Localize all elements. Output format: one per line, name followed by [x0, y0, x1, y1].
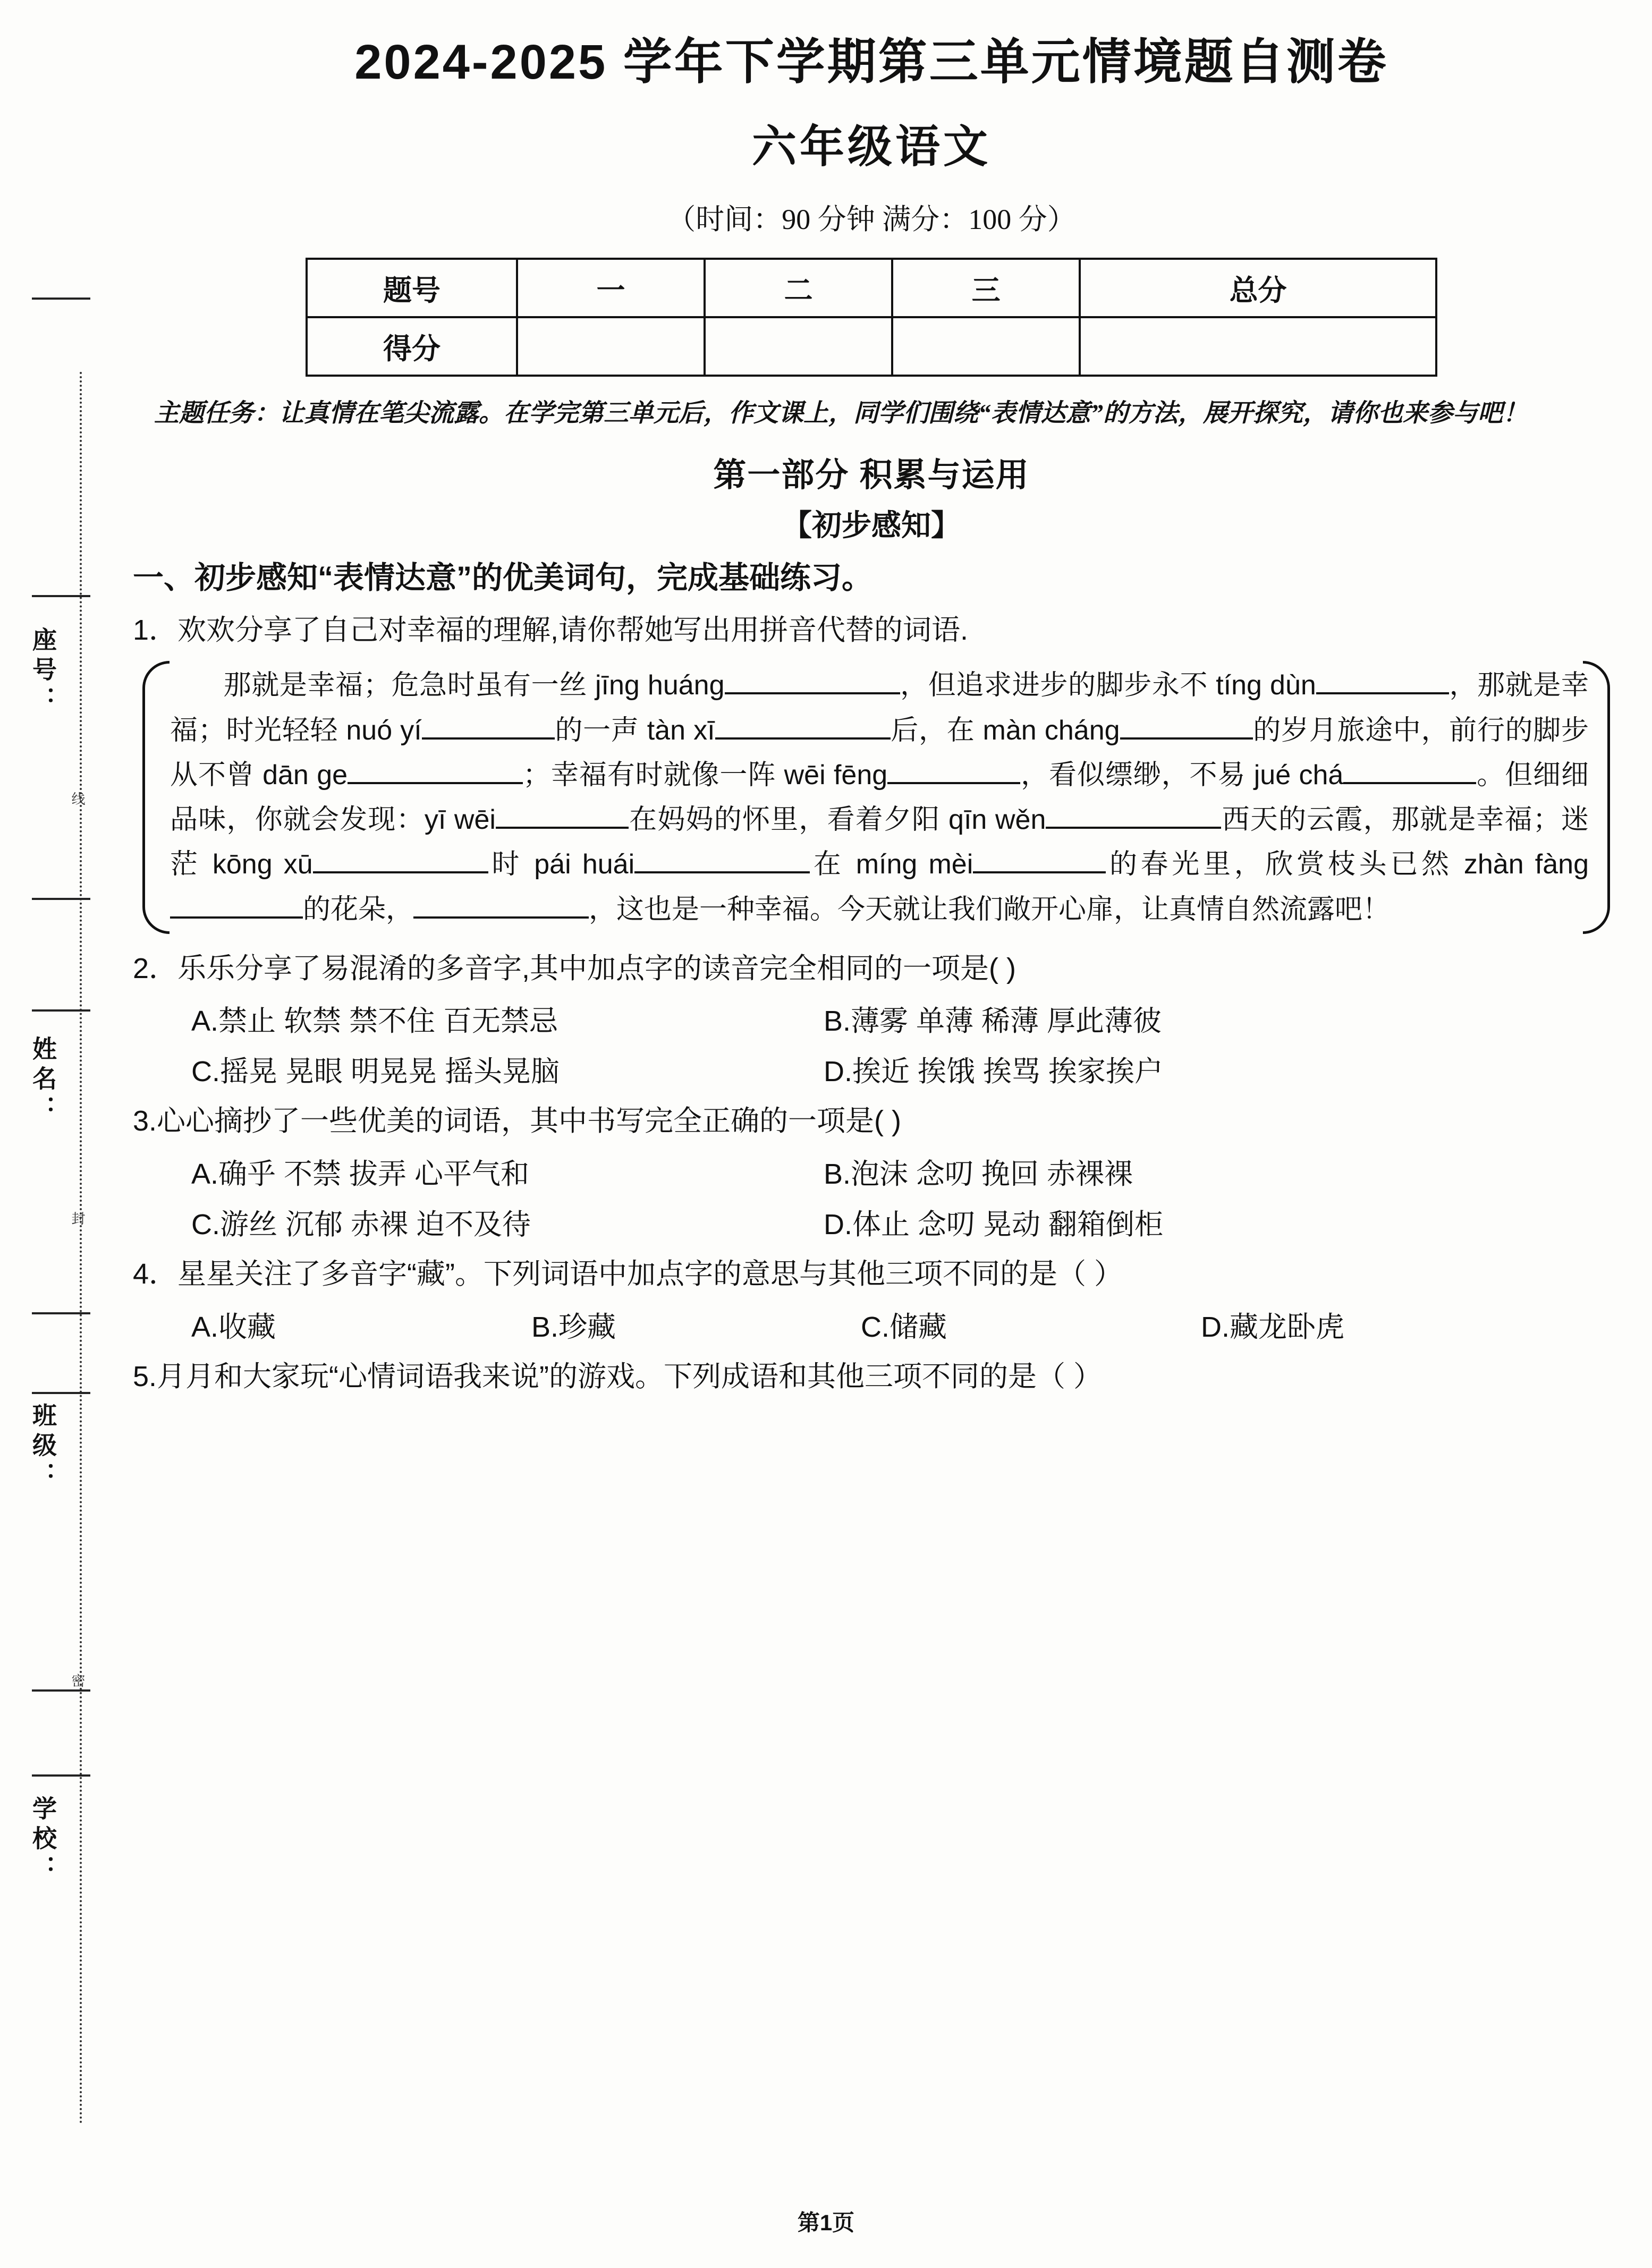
section-tag: 【初步感知】	[782, 508, 961, 542]
score-table	[306, 258, 1437, 377]
passage-seg: 的一声 tàn xī	[554, 715, 715, 746]
question-4-stem: 4．星星关注了多音字“藏”。下列词语中加点字的意思与其他三项不同的是（ ）	[133, 1258, 1123, 1290]
option-b[interactable]: B.泡沫 念叨 挽回 赤裸裸	[824, 1158, 1133, 1190]
passage-seg: ，看似缥缈，不易 jué chá	[1020, 759, 1344, 791]
exam-meta: （时间：90 分钟 满分：100 分）	[667, 203, 1076, 235]
question-4-options-row	[133, 1304, 1610, 1345]
question-2-options-row-2	[133, 1049, 1610, 1090]
score-table-col-1: 一	[517, 259, 705, 317]
margin-dash	[32, 1312, 90, 1314]
score-cell-2[interactable]	[705, 317, 892, 376]
question-2-stem: 2．乐乐分享了易混淆的多音字,其中加点字的读音完全相同的一项是( )	[133, 952, 1016, 984]
passage-seg: 的春光里，欣赏枝头已然 zhàn fàng	[1106, 849, 1589, 880]
option-c[interactable]: C.游丝 沉郁 赤裸 迫不及待	[191, 1208, 531, 1241]
fill-blank[interactable]	[1046, 802, 1221, 829]
passage-seg: 的岁月旅途中，前行的脚步从不曾 dān ge	[170, 715, 1589, 791]
margin-field-school: 学校：	[29, 1796, 57, 1885]
question-2-options-row-1	[133, 998, 1610, 1039]
option-b[interactable]: B.薄雾 单薄 稀薄 厚此薄彼	[824, 1005, 1162, 1038]
passage-seg: 时 pái huái	[488, 849, 635, 880]
option-d[interactable]: D.体止 念叨 晃动 翻箱倒柜	[824, 1208, 1164, 1241]
option-c[interactable]: C.储藏	[861, 1311, 947, 1343]
passage-seg: 的花朵，	[303, 894, 414, 925]
question-3-options-row-1	[133, 1151, 1610, 1192]
page-title: 2024-2025 学年下学期第三单元情境题自测卷	[354, 35, 1388, 89]
binding-margin-strip	[0, 0, 133, 2268]
fill-blank[interactable]	[496, 802, 629, 829]
passage-seg: ，但追求进步的脚步永不 tíng dùn	[900, 670, 1316, 701]
fill-blank[interactable]	[1120, 713, 1253, 740]
margin-dash	[32, 298, 90, 300]
margin-dash	[32, 898, 90, 900]
score-table-row-label: 得分	[307, 317, 517, 376]
margin-seal-label-seal: 封	[70, 1211, 86, 1228]
margin-dash	[32, 595, 90, 597]
option-b[interactable]: B.珍藏	[531, 1311, 616, 1343]
question-group-1-heading: 一、初步感知“表情达意”的优美词句，完成基础练习。	[133, 560, 873, 595]
fill-blank[interactable]	[887, 758, 1020, 784]
page-footer: 第1页	[797, 2210, 855, 2235]
fill-blank[interactable]	[1343, 758, 1476, 784]
score-table-col-2: 二	[705, 259, 892, 317]
question-1-passage	[170, 663, 1589, 931]
page-subtitle: 六年级语文	[751, 122, 991, 172]
passage-seg: 。但细细品味，你就会发现：yī wēi	[170, 759, 1589, 836]
passage-seg: 后，在 màn cháng	[890, 715, 1120, 746]
margin-dash	[32, 1392, 90, 1394]
margin-dash	[32, 1774, 90, 1777]
fill-blank[interactable]	[422, 713, 555, 740]
fill-blank[interactable]	[715, 713, 891, 740]
score-table-row-label: 题号	[307, 259, 517, 317]
question-1-stem: 1．欢欢分享了自己对幸福的理解,请你帮她写出用拼音代替的词语.	[133, 614, 969, 646]
score-cell-1[interactable]	[517, 317, 705, 376]
passage-seg: 西天的云霞，那就是幸福；迷茫 kōng xū	[170, 804, 1589, 880]
score-cell-total[interactable]	[1080, 317, 1436, 376]
option-a[interactable]: A.禁止 软禁 禁不住 百无禁忌	[191, 1005, 558, 1038]
option-c[interactable]: C.摇晃 晃眼 明晃晃 摇头晃脑	[191, 1056, 560, 1088]
question-3-options-row-2	[133, 1202, 1610, 1243]
question-5-stem: 5.月月和大家玩“心情词语我来说”的游戏。下列成语和其他三项不同的是（ ）	[133, 1360, 1102, 1392]
margin-field-class: 班级：	[29, 1403, 57, 1492]
option-a[interactable]: A.收藏	[191, 1311, 276, 1343]
theme-task-note: 主题任务：让真情在笔尖流露。在学完第三单元后，作文课上，同学们围绕“表情达意”的方法，展开探究，请你也来参与吧！	[154, 400, 1528, 427]
table-row	[307, 259, 1436, 317]
margin-dash	[32, 1009, 90, 1012]
fill-blank[interactable]	[634, 847, 810, 873]
passage-seg: 在 míng mèi	[810, 849, 973, 880]
passage-seg: ，这也是一种幸福。今天就让我们敞开心扉，让真情自然流露吧！	[589, 894, 1391, 925]
part-one-title: 第一部分 积累与运用	[713, 456, 1030, 494]
fill-blank[interactable]	[170, 892, 303, 919]
score-table-col-3: 三	[892, 259, 1080, 317]
dotted-binding-line	[80, 372, 82, 2125]
score-table-col-total: 总分	[1080, 259, 1436, 317]
fill-blank[interactable]	[725, 668, 900, 694]
option-d[interactable]: D.藏龙卧虎	[1201, 1311, 1344, 1343]
table-row	[307, 317, 1436, 376]
fill-blank[interactable]	[1316, 668, 1449, 694]
fill-blank[interactable]	[348, 758, 523, 784]
passage-seg: ；幸福有时就像一阵 wēi fēng	[523, 759, 888, 791]
margin-field-seat: 座号：	[29, 627, 57, 716]
option-a[interactable]: A.确乎 不禁 拔弄 心平气和	[191, 1158, 530, 1190]
fill-blank[interactable]	[413, 892, 589, 919]
document-body	[133, 32, 1610, 1397]
question-1-passage-box	[133, 658, 1610, 937]
margin-seal-label-secret: 密	[70, 1674, 86, 1691]
question-3-stem: 3.心心摘抄了一些优美的词语，其中书写完全正确的一项是( )	[133, 1105, 902, 1137]
passage-seg: 在妈妈的怀里，看着夕阳 qīn wěn	[628, 804, 1046, 836]
score-cell-3[interactable]	[892, 317, 1080, 376]
fill-blank[interactable]	[313, 847, 488, 873]
margin-seal-label-line: 线	[70, 792, 86, 809]
margin-field-name: 姓名：	[29, 1036, 57, 1125]
option-d[interactable]: D.挨近 挨饿 挨骂 挨家挨户	[824, 1056, 1164, 1088]
fill-blank[interactable]	[973, 847, 1106, 873]
passage-seg: ，那就是幸福；时光轻轻 nuó yí	[170, 670, 1589, 746]
passage-seg: 那就是幸福；危急时虽有一丝 jīng huáng	[223, 670, 725, 701]
